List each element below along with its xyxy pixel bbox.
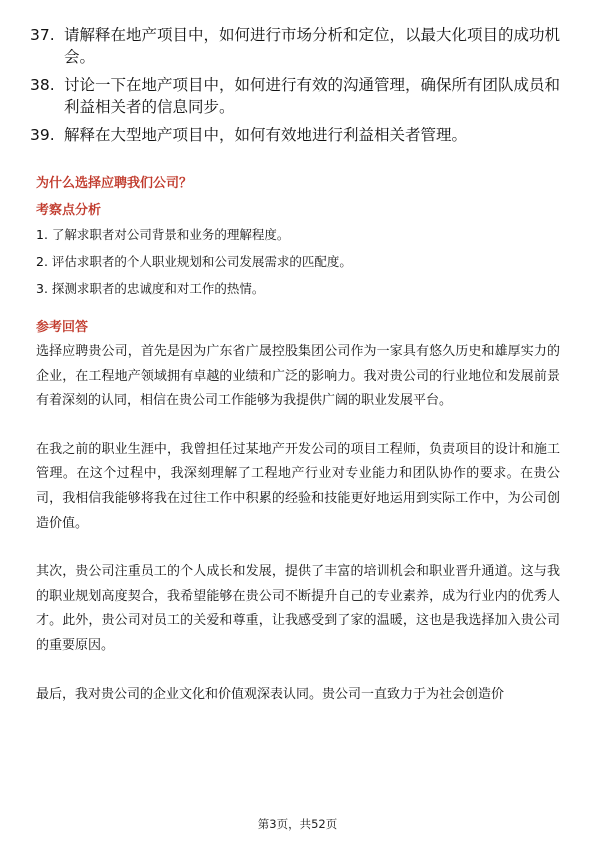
page-number: 第3页，共52页 bbox=[257, 817, 338, 831]
answer-paragraph: 最后，我对贵公司的企业文化和价值观深表认同。贵公司一直致力于为社会创造价 bbox=[36, 686, 505, 702]
question-item bbox=[30, 24, 570, 68]
answer-paragraph: 选择应聘贵公司，首先是因为广东省广晟控股集团公司作为一家具有悠久历史和雄厚实力的企业，在工程地产领域拥有卓越的业绩和广泛的影响力。我对贵公司的行业地位和发展前景有着深刻的认同，相信在贵公司工作能够为我提供广阔的职业发展平台。 bbox=[36, 344, 560, 409]
question-text: 讨论一下在地产项目中，如何进行有效的沟通管理，确保所有团队成员和利益相关者的信息同步。 bbox=[64, 76, 561, 116]
answer-heading: 参考回答 bbox=[36, 320, 89, 335]
analysis-point: 1. 了解求职者对公司背景和业务的理解程度。 bbox=[36, 227, 290, 242]
analysis-points bbox=[36, 225, 566, 306]
question-number: 38. bbox=[30, 76, 55, 94]
question-list bbox=[30, 24, 570, 152]
analysis-point: 3. 探测求职者的忠诚度和对工作的热情。 bbox=[36, 281, 265, 296]
question-text: 解释在大型地产项目中，如何有效地进行利益相关者管理。 bbox=[64, 126, 468, 144]
question-item bbox=[30, 124, 570, 146]
answer-paragraph: 在我之前的职业生涯中，我曾担任过某地产开发公司的项目工程师，负责项目的设计和施工管理。在这个过程中，我深刻理解了工程地产行业对专业能力和团队协作的要求。在贵公司，我相信我能够将我在过往工作中积累的经验和技能更好地运用到实际工作中，为公司创造价值。 bbox=[36, 441, 560, 531]
why-choose-heading: 为什么选择应聘我们公司？ bbox=[36, 176, 193, 191]
question-text: 请解释在地产项目中，如何进行市场分析和定位，以最大化项目的成功机会。 bbox=[64, 26, 561, 66]
question-number: 37. bbox=[30, 26, 55, 44]
question-number: 39. bbox=[30, 126, 55, 144]
question-item bbox=[30, 74, 570, 118]
answer-paragraph: 其次，贵公司注重员工的个人成长和发展，提供了丰富的培训机会和职业晋升通道。这与我的职业规划高度契合，我希望能够在贵公司不断提升自己的专业素养，成为行业内的优秀人才。此外，贵公司对员工的关爱和尊重，让我感受到了家的温暖，这也是我选择加入贵公司的重要原因。 bbox=[36, 564, 560, 653]
analysis-point: 2. 评估求职者的个人职业规划和公司发展需求的匹配度。 bbox=[36, 254, 352, 269]
analysis-heading: 考察点分析 bbox=[36, 203, 102, 218]
answer-body bbox=[36, 340, 560, 731]
